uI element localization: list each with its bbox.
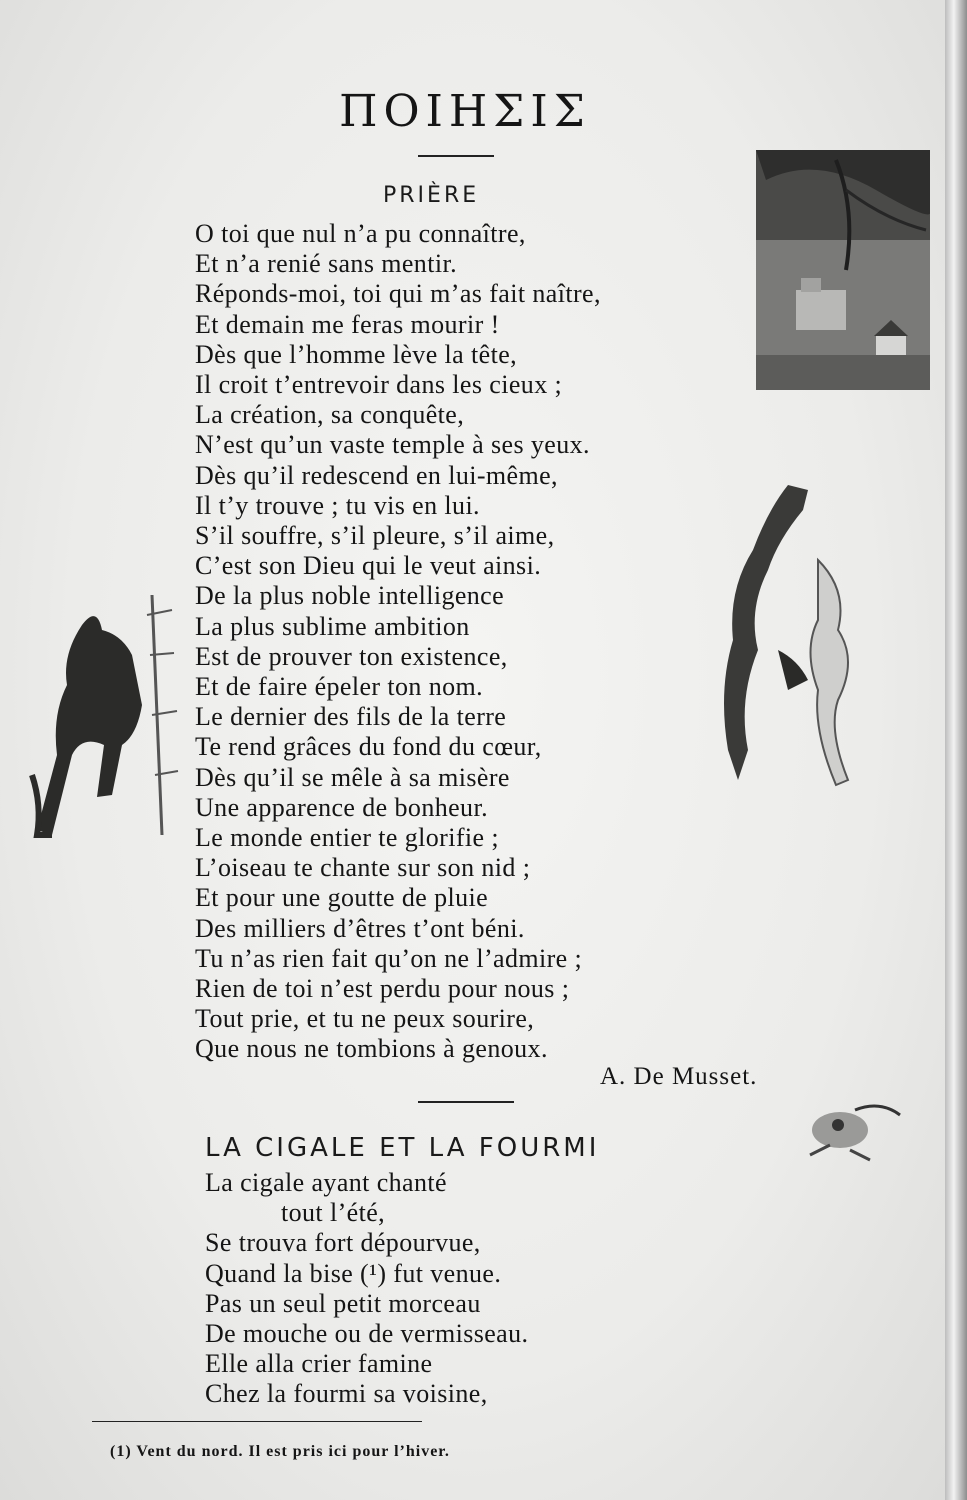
- title-rule: [418, 155, 494, 157]
- poem-line: S’il souffre, s’il pleure, s’il aime,: [195, 521, 555, 551]
- poem-line: De mouche ou de vermisseau.: [205, 1319, 529, 1349]
- poem-line: Chez la fourmi sa voisine,: [205, 1379, 488, 1409]
- poem-line: Se trouva fort dépourvue,: [205, 1228, 481, 1258]
- poem-line: C’est son Dieu qui le veut ainsi.: [195, 551, 542, 581]
- poem-line: Rien de toi n’est perdu pour nous ;: [195, 974, 570, 1004]
- poem-line: Te rend grâces du fond du cœur,: [195, 732, 542, 762]
- poem-line: Et demain me feras mourir !: [195, 309, 500, 339]
- poem-line: La plus sublime ambition: [195, 611, 470, 641]
- footnote: (1) Vent du nord. Il est pris ici pour l’hiver.: [110, 1443, 450, 1460]
- poem-line: Tu n’as rien fait qu’on ne l’admire ;: [195, 943, 583, 973]
- poem-title-cigale: LA CIGALE ET LA FOURMI: [205, 1133, 600, 1163]
- poem-line: Pas un seul petit morceau: [205, 1288, 481, 1318]
- poem-priere: [195, 219, 601, 1065]
- poem-line: Dès que l’homme lève la tête,: [195, 339, 518, 369]
- poem-line: Quand la bise (¹) fut venue.: [205, 1258, 502, 1288]
- landscape-illustration: [756, 150, 930, 390]
- poem-line: Tout prie, et tu ne peux sourire,: [195, 1004, 535, 1034]
- poem-cigale: [205, 1168, 528, 1410]
- poem-line: O toi que nul n’a pu connaître,: [195, 219, 526, 248]
- poem-line: Elle alla crier famine: [205, 1349, 433, 1379]
- poem-title-priere: PRIÈRE: [383, 183, 480, 208]
- poem-line: Et n’a renié sans mentir.: [195, 249, 457, 279]
- poem-line: La création, sa conquête,: [195, 400, 465, 430]
- poem-line: De la plus noble intelligence: [195, 581, 505, 611]
- section-rule: [418, 1101, 514, 1103]
- poem-line: Il t’y trouve ; tu vis en lui.: [195, 490, 480, 520]
- poem-line: Une apparence de bonheur.: [195, 792, 488, 822]
- poem-author: A. De Musset.: [600, 1063, 758, 1090]
- poem-line: Dès qu’il redescend en lui-même,: [195, 460, 558, 490]
- poem-line: Il croit t’entrevoir dans les cieux ;: [195, 370, 563, 400]
- poem-line: N’est qu’un vaste temple à ses yeux.: [195, 430, 590, 460]
- poem-line: La cigale ayant chanté: [205, 1168, 447, 1197]
- poem-line: Le dernier des fils de la terre: [195, 702, 507, 732]
- poem-line: Est de prouver ton existence,: [195, 641, 508, 671]
- poem-line: L’oiseau te chante sur son nid ;: [195, 853, 531, 883]
- poem-line: Que nous ne tombions à genoux.: [195, 1034, 548, 1064]
- poem-line: Des milliers d’êtres t’ont béni.: [195, 913, 525, 943]
- poem-line: Et de faire épeler ton nom.: [195, 672, 484, 702]
- footnote-rule: [92, 1421, 422, 1422]
- page-title: ΠΟΙΗΣΙΣ: [339, 86, 591, 137]
- poem-line: tout l’été,: [281, 1198, 386, 1228]
- poem-line: Et pour une goutte de pluie: [195, 883, 489, 913]
- poem-line: Le monde entier te glorifie ;: [195, 823, 499, 853]
- poem-line: Réponds-moi, toi qui m’as fait naître,: [195, 279, 601, 309]
- page-edge: [945, 0, 967, 1500]
- small-vignette: [800, 1095, 910, 1165]
- bird-illustration: [718, 480, 868, 790]
- animal-illustration: [22, 535, 182, 875]
- poem-line: Dès qu’il se mêle à sa misère: [195, 762, 510, 792]
